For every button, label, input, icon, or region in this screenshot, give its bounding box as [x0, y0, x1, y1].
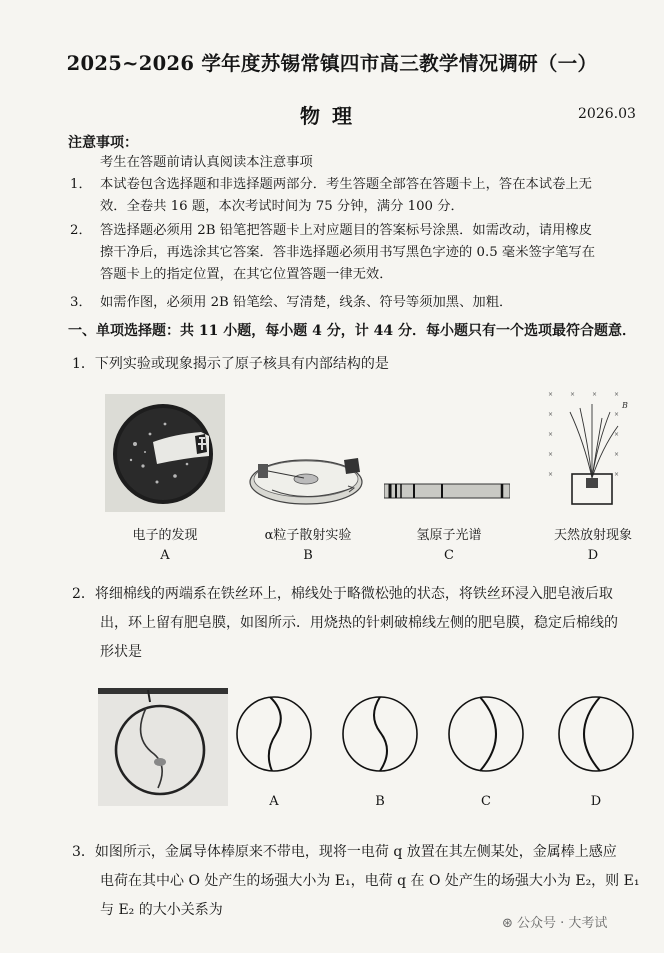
watermark: ⊛ 公众号 · 大考试	[502, 916, 608, 931]
question-line: 与 E₂ 的大小关系为	[100, 902, 223, 918]
notice-line: 擦干净后，再选涂其它答案．答非选择题必须用书写黑色字迹的 0.5 毫米签字笔写在	[100, 245, 595, 260]
radioactive-decay-figure	[540, 382, 640, 510]
question-2-stem	[72, 580, 618, 667]
svg-text:×: ×	[570, 391, 576, 398]
question-1-stem	[72, 350, 389, 379]
hydrogen-spectrum-strip	[384, 480, 510, 510]
svg-text:×: ×	[614, 391, 620, 398]
q2-option-b-letter: B	[375, 794, 385, 809]
svg-text:×: ×	[614, 431, 620, 438]
question-line: 出，环上留有肥皂膜，如图所示．用烧热的针刺破棉线左侧的肥皂膜，稳定后棉线的	[100, 615, 618, 631]
subject-title: 物理	[300, 104, 364, 128]
option-c-circle	[446, 694, 526, 774]
exam-title: 2025~2026 学年度苏锡常镇四市高三教学情况调研（一）	[66, 52, 598, 75]
svg-text:×: ×	[548, 431, 554, 438]
svg-text:×: ×	[614, 471, 620, 478]
option-a-letter: A	[160, 548, 170, 563]
option-b-letter: B	[303, 548, 313, 563]
q2-option-c-letter: C	[481, 794, 491, 809]
notice-line: 答选择题必须用 2B 铅笔把答题卡上对应题目的答案标号涂黑．如需改动，请用橡皮	[100, 223, 593, 238]
section-heading: 一、单项选择题：共 11 小题，每小题 4 分，计 44 分．每小题只有一个选项最符合题意．	[68, 323, 636, 339]
question-line: 形状是	[100, 644, 142, 660]
notice-item-number: 1．	[70, 177, 92, 192]
option-d-circle	[556, 694, 636, 774]
svg-text:×: ×	[548, 391, 554, 398]
question-number: 2．	[72, 586, 95, 602]
svg-text:×: ×	[548, 411, 554, 418]
notice-line: 本试卷包含选择题和非选择题两部分．考生答题全部答在答题卡上，答在本试卷上无	[100, 177, 592, 192]
exam-date: 2026.03	[578, 106, 636, 122]
notice-intro: 考生在答题前请认真阅读本注意事项	[100, 155, 313, 170]
svg-text:×: ×	[548, 451, 554, 458]
svg-text:×: ×	[614, 411, 620, 418]
option-c-caption: 氢原子光谱	[416, 528, 482, 543]
svg-text:×: ×	[548, 471, 554, 478]
notice-line: 如需作图，必须用 2B 铅笔绘、写清楚，线条、符号等须加黑、加粗．	[100, 295, 513, 310]
electron-discovery-photo	[105, 394, 225, 512]
notice-item-number: 2．	[70, 223, 92, 238]
alpha-scattering-apparatus	[248, 446, 368, 508]
option-c-letter: C	[444, 548, 454, 563]
option-d-letter: D	[587, 548, 599, 563]
option-d-caption: 天然放射现象	[553, 528, 632, 543]
option-a-circle	[234, 694, 314, 774]
q2-option-a-letter: A	[269, 794, 279, 809]
notice-item-number: 3．	[70, 295, 92, 310]
question-line: 将细棉线的两端系在铁丝环上，棉线处于略微松弛的状态，将铁丝环浸入肥皂液后取	[94, 586, 613, 602]
question-text: 下列实验或现象揭示了原子核具有内部结构的是	[94, 356, 389, 372]
option-b-caption: α粒子散射实验	[264, 528, 352, 543]
question-number: 3．	[72, 844, 95, 860]
svg-text:×: ×	[614, 451, 620, 458]
notice-item-3	[70, 292, 660, 314]
question-line: 电荷在其中心 O 处产生的场强大小为 E₁，电荷 q 在 O 处产生的场强大小为 E₂，则 E₁	[100, 873, 640, 889]
magnetic-field-label: B	[622, 401, 628, 410]
question-number: 1．	[72, 356, 95, 372]
soap-film-ring-photo	[98, 688, 228, 806]
notice-line: 答题卡上的指定位置，在其它位置答题一律无效．	[100, 267, 393, 282]
svg-text:×: ×	[592, 391, 598, 398]
option-b-circle	[340, 694, 420, 774]
q2-option-d-letter: D	[590, 794, 602, 809]
notice-item-2	[70, 220, 660, 286]
option-a-caption: 电子的发现	[132, 528, 198, 543]
notice-item-1	[70, 174, 660, 218]
question-line: 如图所示，金属导体棒原来不带电，现将一电荷 q 放置在其左侧某处，金属棒上感应	[94, 844, 617, 860]
notice-heading: 注意事项：	[68, 135, 138, 151]
notice-line: 效．全卷共 16 题，本次考试时间为 75 分钟，满分 100 分．	[100, 199, 464, 214]
